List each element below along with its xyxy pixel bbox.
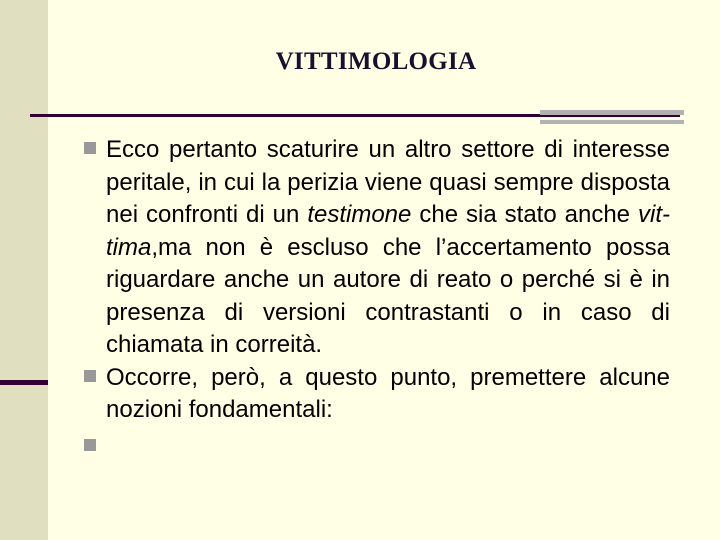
left-accent-bar xyxy=(0,380,48,385)
title-accent-rule-top xyxy=(540,110,684,115)
square-bullet-icon xyxy=(84,370,96,382)
slide-title: VITTIMOLOGIA xyxy=(275,48,477,75)
square-bullet-icon xyxy=(84,142,96,154)
title-accent-rule-bottom xyxy=(540,120,684,124)
square-bullet-icon xyxy=(84,439,96,451)
bullet-text: Occorre, però, a questo punto, premettere alcune nozioni fondamentali: xyxy=(106,363,670,423)
bullet-item xyxy=(84,134,670,362)
bullet-item-empty xyxy=(84,427,670,469)
bullet-item xyxy=(84,362,670,427)
bullet-text: Ecco pertanto scaturire un altro settore di interesse peritale, in cui la perizia viene quasi sempre disposta nei confronti di un testimone che sia stato anche vit-tima,ma non è escluso che l’accertamento possa riguardare anche un autore di reato o perché si è in presenza di versioni contrastanti o in caso di chiamata in correità. xyxy=(106,136,670,358)
left-decorative-band xyxy=(0,0,48,540)
bullet-list xyxy=(84,134,670,469)
